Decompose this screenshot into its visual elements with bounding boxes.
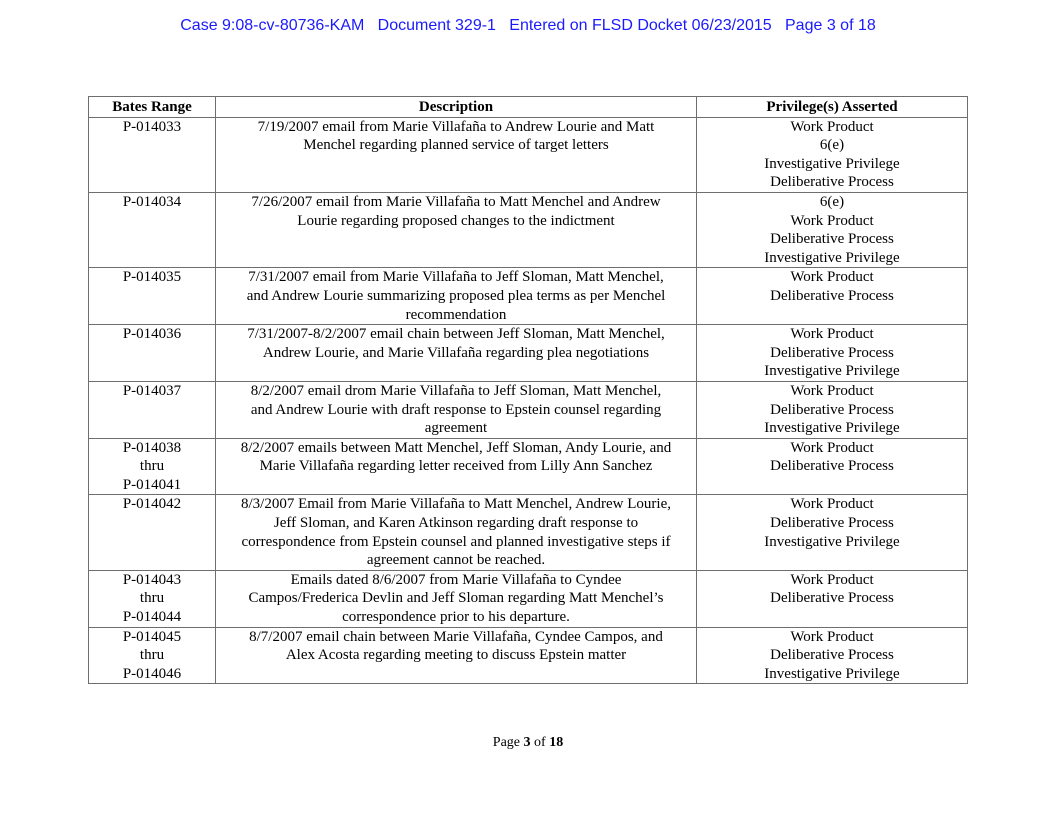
- description-cell: 7/19/2007 email from Marie Villafaña to Andrew Lourie and Matt Menchel regarding planned service of target letters: [216, 117, 697, 192]
- bates-range-cell: P-014038 thru P-014041: [89, 438, 216, 495]
- bates-range-cell: P-014033: [89, 117, 216, 192]
- table-row: [89, 627, 968, 684]
- privileges-cell: Work Product Deliberative Process Investigative Privilege: [697, 381, 968, 438]
- page-label: Page: [492, 735, 521, 750]
- privileges-cell: Work Product Deliberative Process: [697, 268, 968, 325]
- bates-range-cell: P-014043 thru P-014044: [89, 570, 216, 627]
- page-footer: [0, 735, 1056, 751]
- table-row: [89, 570, 968, 627]
- bates-range-cell: P-014035: [89, 268, 216, 325]
- description-cell: 8/7/2007 email chain between Marie Villafaña, Cyndee Campos, and Alex Acosta regarding meeting to discuss Epstein matter: [216, 627, 697, 684]
- table-row: [89, 192, 968, 267]
- bates-range-cell: P-014034: [89, 192, 216, 267]
- table-row: [89, 381, 968, 438]
- bates-range-cell: P-014036: [89, 325, 216, 382]
- privileges-cell: Work Product 6(e) Investigative Privilege Deliberative Process: [697, 117, 968, 192]
- description-cell: 8/2/2007 email drom Marie Villafaña to Jeff Sloman, Matt Menchel, and Andrew Lourie with draft response to Epstein counsel regarding agreement: [216, 381, 697, 438]
- column-header-bates-range: Bates Range: [89, 97, 216, 118]
- description-cell: 7/31/2007-8/2/2007 email chain between Jeff Sloman, Matt Menchel, Andrew Lourie, and Marie Villafaña regarding plea negotiations: [216, 325, 697, 382]
- privileges-cell: Work Product Deliberative Process Investigative Privilege: [697, 325, 968, 382]
- bates-range-cell: P-014042: [89, 495, 216, 570]
- of-label: of: [534, 735, 546, 750]
- table-header-row: [89, 97, 968, 118]
- description-cell: 7/26/2007 email from Marie Villafaña to Matt Menchel and Andrew Lourie regarding proposed changes to the indictment: [216, 192, 697, 267]
- table-row: [89, 438, 968, 495]
- privileges-cell: Work Product Deliberative Process: [697, 438, 968, 495]
- bates-range-cell: P-014037: [89, 381, 216, 438]
- privilege-log-table: [88, 96, 968, 684]
- table-row: [89, 495, 968, 570]
- table-row: [89, 117, 968, 192]
- privileges-cell: Work Product Deliberative Process Investigative Privilege: [697, 495, 968, 570]
- privileges-cell: Work Product Deliberative Process Investigative Privilege: [697, 627, 968, 684]
- page-total: 18: [549, 735, 564, 750]
- bates-range-cell: P-014045 thru P-014046: [89, 627, 216, 684]
- table-row: [89, 268, 968, 325]
- column-header-privileges: Privilege(s) Asserted: [697, 97, 968, 118]
- page-number: 3: [523, 735, 531, 750]
- description-cell: Emails dated 8/6/2007 from Marie Villafaña to Cyndee Campos/Frederica Devlin and Jeff Sloman regarding Matt Menchel’s correspondence prior to his departure.: [216, 570, 697, 627]
- court-docket-header: Case 9:08-cv-80736-KAM Document 329-1 Entered on FLSD Docket 06/23/2015 Page 3 of 18: [180, 17, 876, 34]
- table-row: [89, 325, 968, 382]
- description-cell: 8/2/2007 emails between Matt Menchel, Jeff Sloman, Andy Lourie, and Marie Villafaña regarding letter received from Lilly Ann Sanchez: [216, 438, 697, 495]
- description-cell: 7/31/2007 email from Marie Villafaña to Jeff Sloman, Matt Menchel, and Andrew Lourie summarizing proposed plea terms as per Menchel recommendation: [216, 268, 697, 325]
- column-header-description: Description: [216, 97, 697, 118]
- description-cell: 8/3/2007 Email from Marie Villafaña to Matt Menchel, Andrew Lourie, Jeff Sloman, and Karen Atkinson regarding draft response to correspondence from Epstein counsel and planned investigative steps if agreement cannot be reached.: [216, 495, 697, 570]
- privileges-cell: Work Product Deliberative Process: [697, 570, 968, 627]
- privileges-cell: 6(e) Work Product Deliberative Process Investigative Privilege: [697, 192, 968, 267]
